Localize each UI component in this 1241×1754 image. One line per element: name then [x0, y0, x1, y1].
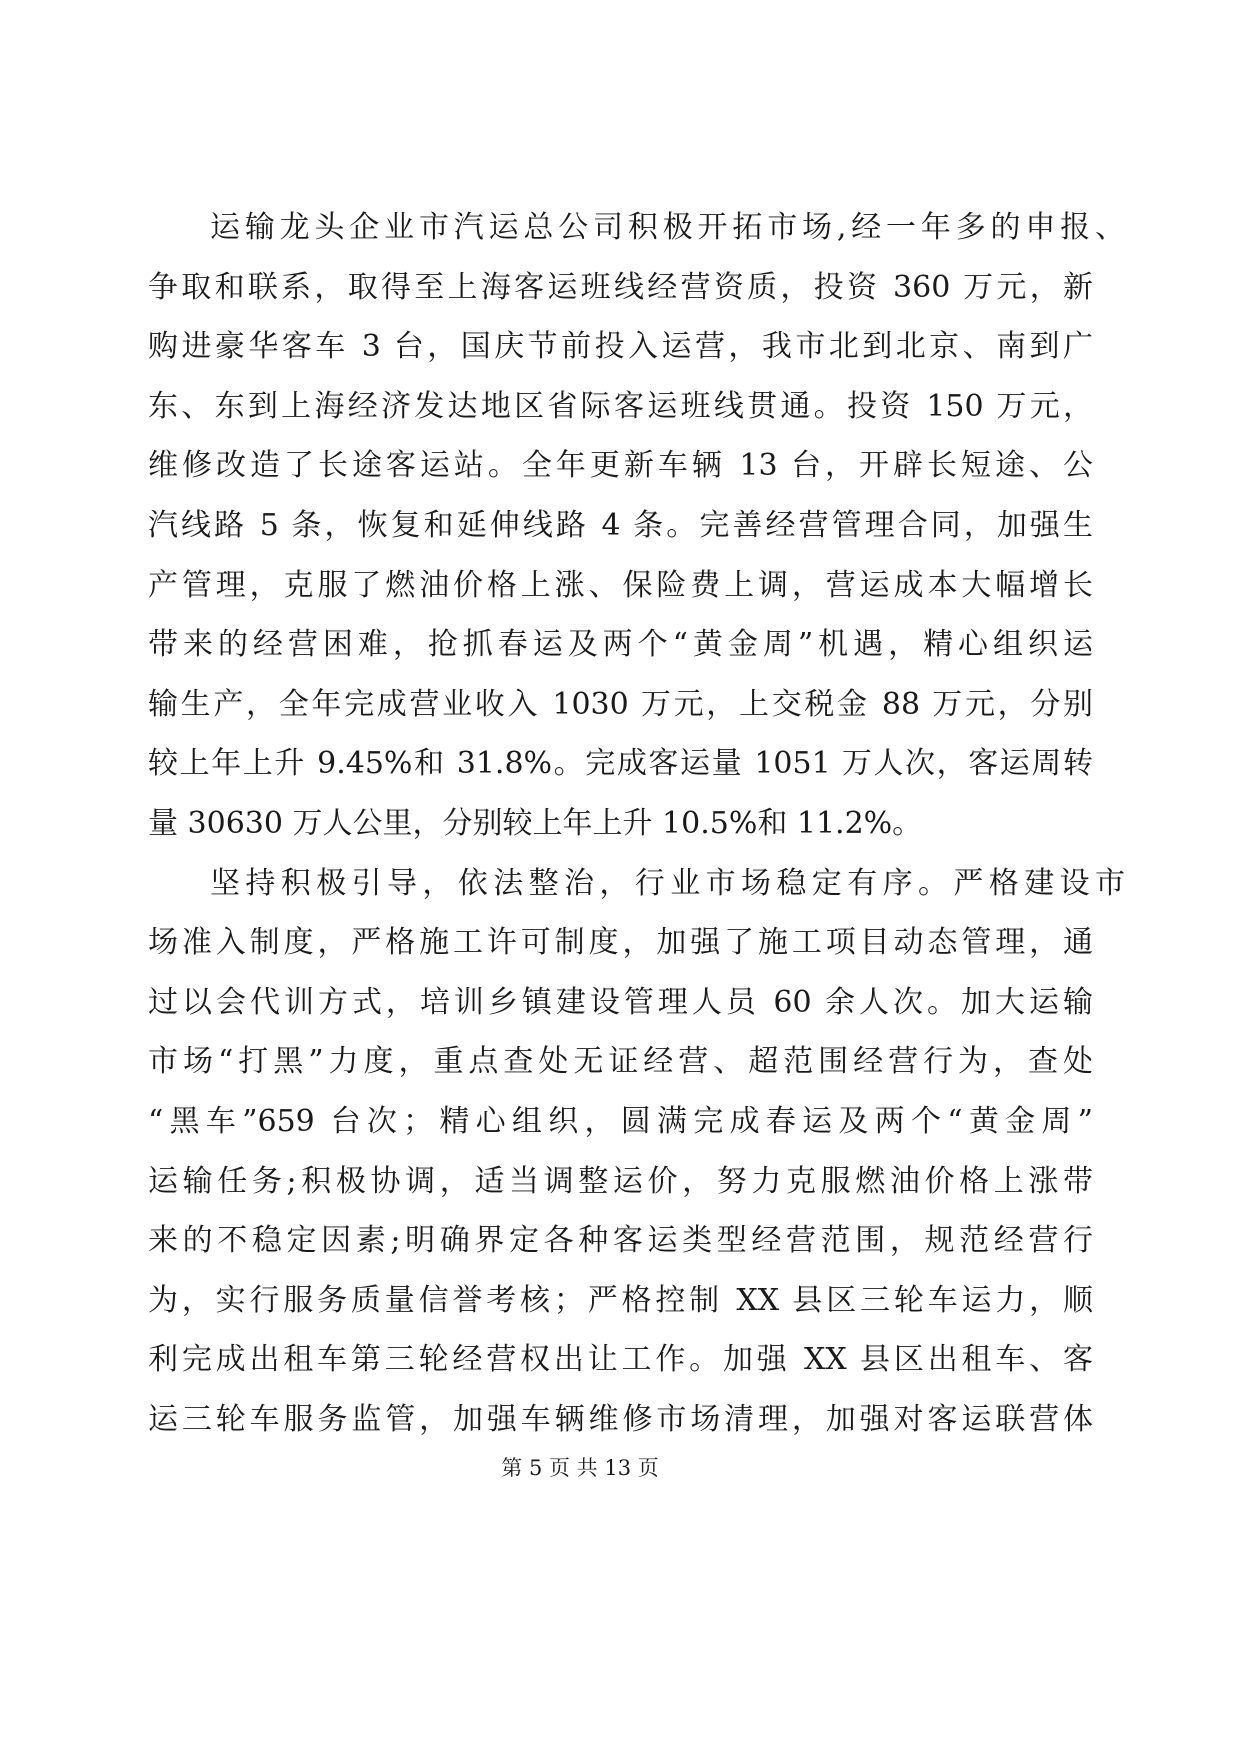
- paragraph-line: 过以会代训方式，培训乡镇建设管理人员 60 余人次。加大运输: [148, 984, 1093, 1020]
- paragraph-line: 来的不稳定因素;明确界定各种客运类型经营范围，规范经营行: [148, 1223, 1093, 1259]
- paragraph: [148, 198, 1125, 854]
- paragraph-line: 争取和联系，取得至上海客运班线经营资质，投资 360 万元，新: [148, 269, 1093, 305]
- paragraph-line: 汽线路 5 条，恢复和延伸线路 4 条。完善经营管理合同，加强生: [148, 507, 1093, 543]
- paragraph-line: 带来的经营困难，抢抓春运及两个“黄金周”机遇，精心组织运: [148, 627, 1093, 663]
- paragraph-line: 利完成出租车第三轮经营权出让工作。加强 XX 县区出租车、客: [148, 1342, 1093, 1378]
- paragraph-line: 输生产，全年完成营业收入 1030 万元，上交税金 88 万元，分别: [148, 686, 1093, 722]
- paragraph-line: 场准入制度，严格施工许可制度，加强了施工项目动态管理，通: [148, 925, 1093, 961]
- paragraph-line: 为，实行服务质量信誉考核；严格控制 XX 县区三轮车运力，顺: [148, 1282, 1093, 1318]
- paragraph-line: 运输龙头企业市汽运总公司积极开拓市场,经一年多的申报、: [210, 210, 1125, 245]
- body-text: [148, 198, 1125, 1449]
- page-number-footer: 第 5 页 共 13 页: [501, 1456, 659, 1480]
- paragraph-line: 较上年上升 9.45%和 31.8%。完成客运量 1051 万人次，客运周转: [148, 746, 1093, 782]
- paragraph-line: 维修改造了长途客运站。全年更新车辆 13 台，开辟长短途、公: [148, 448, 1093, 484]
- paragraph-line: 坚持积极引导，依法整治，行业市场稳定有序。严格建设市: [210, 865, 1125, 901]
- paragraph-line: 运三轮车服务监管，加强车辆维修市场清理，加强对客运联营体: [148, 1401, 1093, 1437]
- paragraph: [148, 854, 1125, 1450]
- paragraph-line: “黑车”659 台次；精心组织，圆满完成春运及两个“黄金周”: [148, 1103, 1093, 1139]
- paragraph-line: 购进豪华客车 3 台，国庆节前投入运营，我市北到北京、南到广: [148, 329, 1093, 365]
- paragraph-line: 运输任务;积极协调，适当调整运价，努力克服燃油价格上涨带: [148, 1163, 1093, 1199]
- paragraph-line: 量 30630 万人公里，分别较上年上升 10.5%和 11.2%。: [148, 805, 923, 841]
- paragraph-line: 市场“打黑”力度，重点查处无证经营、超范围经营行为，查处: [148, 1044, 1093, 1080]
- paragraph-line: 产管理，克服了燃油价格上涨、保险费上调，营运成本大幅增长: [148, 567, 1093, 603]
- paragraph-line: 东、东到上海经济发达地区省际客运班线贯通。投资 150 万元，: [148, 388, 1093, 424]
